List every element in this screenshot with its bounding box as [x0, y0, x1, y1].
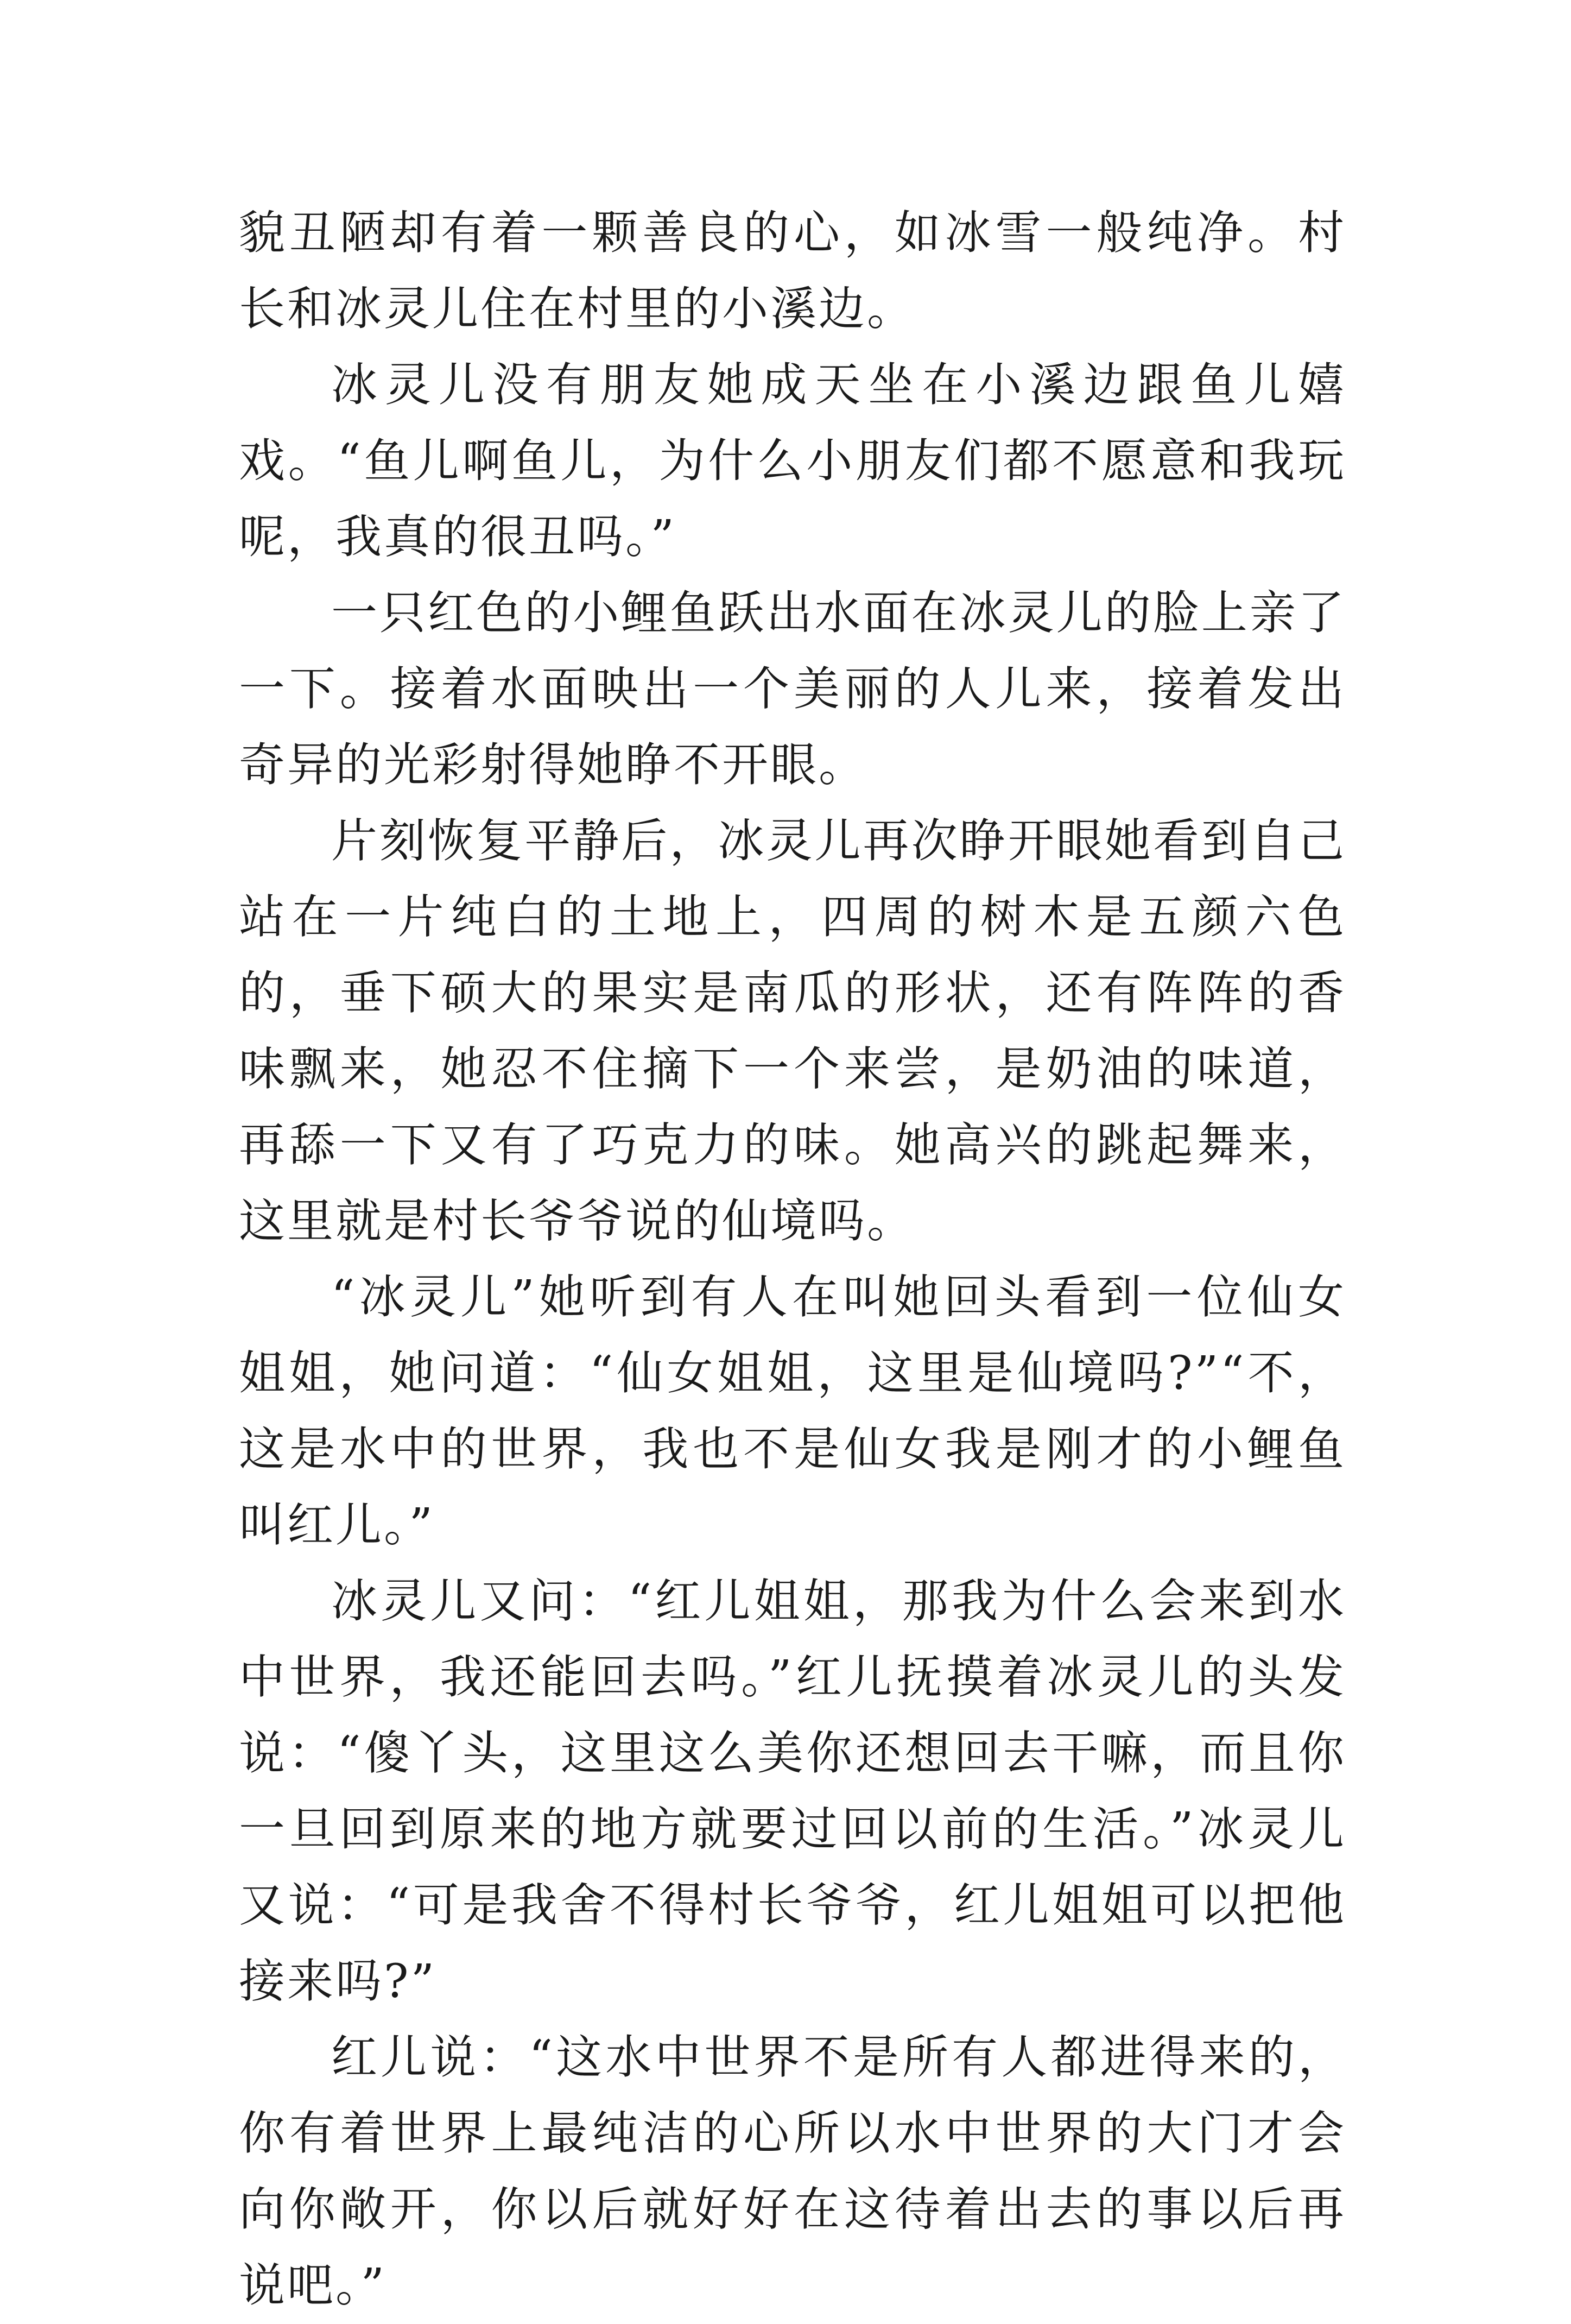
paragraph: 片刻恢复平静后，冰灵儿再次睁开眼她看到自己站在一片纯白的土地上，四周的树木是五颜六色的，垂下硕大的果实是南瓜的形状，还有阵阵的香味飘来，她忍不住摘下一个来尝，是奶油的味道，再舔一下又有了巧克力的味。她高兴的跳起舞来，这里就是村长爷爷说的仙境吗。: [239, 814, 1346, 1248]
paragraph: 一只红色的小鲤鱼跃出水面在冰灵儿的脸上亲了一下。接着水面映出一个美丽的人儿来，接着发出奇异的光彩射得她睁不开眼。: [239, 586, 1346, 792]
paragraph: “冰灵儿”她听到有人在叫她回头看到一位仙女姐姐，她问道：“仙女姐姐，这里是仙境吗?”“不，这是水中的世界，我也不是仙女我是刚才的小鲤鱼叫红儿。”: [239, 1271, 1346, 1552]
paragraph-continuation: 貌丑陋却有着一颗善良的心，如冰雪一般纯净。村长和冰灵儿住在村里的小溪边。: [239, 206, 1346, 336]
paragraph: 冰灵儿又问：“红儿姐姐，那我为什么会来到水中世界，我还能回去吗。”红儿抚摸着冰灵儿的头发说：“傻丫头，这里这么美你还想回去干嘛，而且你一旦回到原来的地方就要过回以前的生活。”冰灵儿又说：“可是我舍不得村长爷爷，红儿姐姐可以把他接来吗?”: [239, 1575, 1346, 2009]
story-text: [239, 195, 1346, 2324]
paragraph: 冰灵儿没有朋友她成天坐在小溪边跟鱼儿嬉戏。“鱼儿啊鱼儿，为什么小朋友们都不愿意和我玩呢，我真的很丑吗。”: [239, 358, 1346, 564]
paragraph: 红儿说：“这水中世界不是所有人都进得来的，你有着世界上最纯洁的心所以水中世界的大门才会向你敞开，你以后就好好在这待着出去的事以后再说吧。”: [239, 2031, 1346, 2313]
